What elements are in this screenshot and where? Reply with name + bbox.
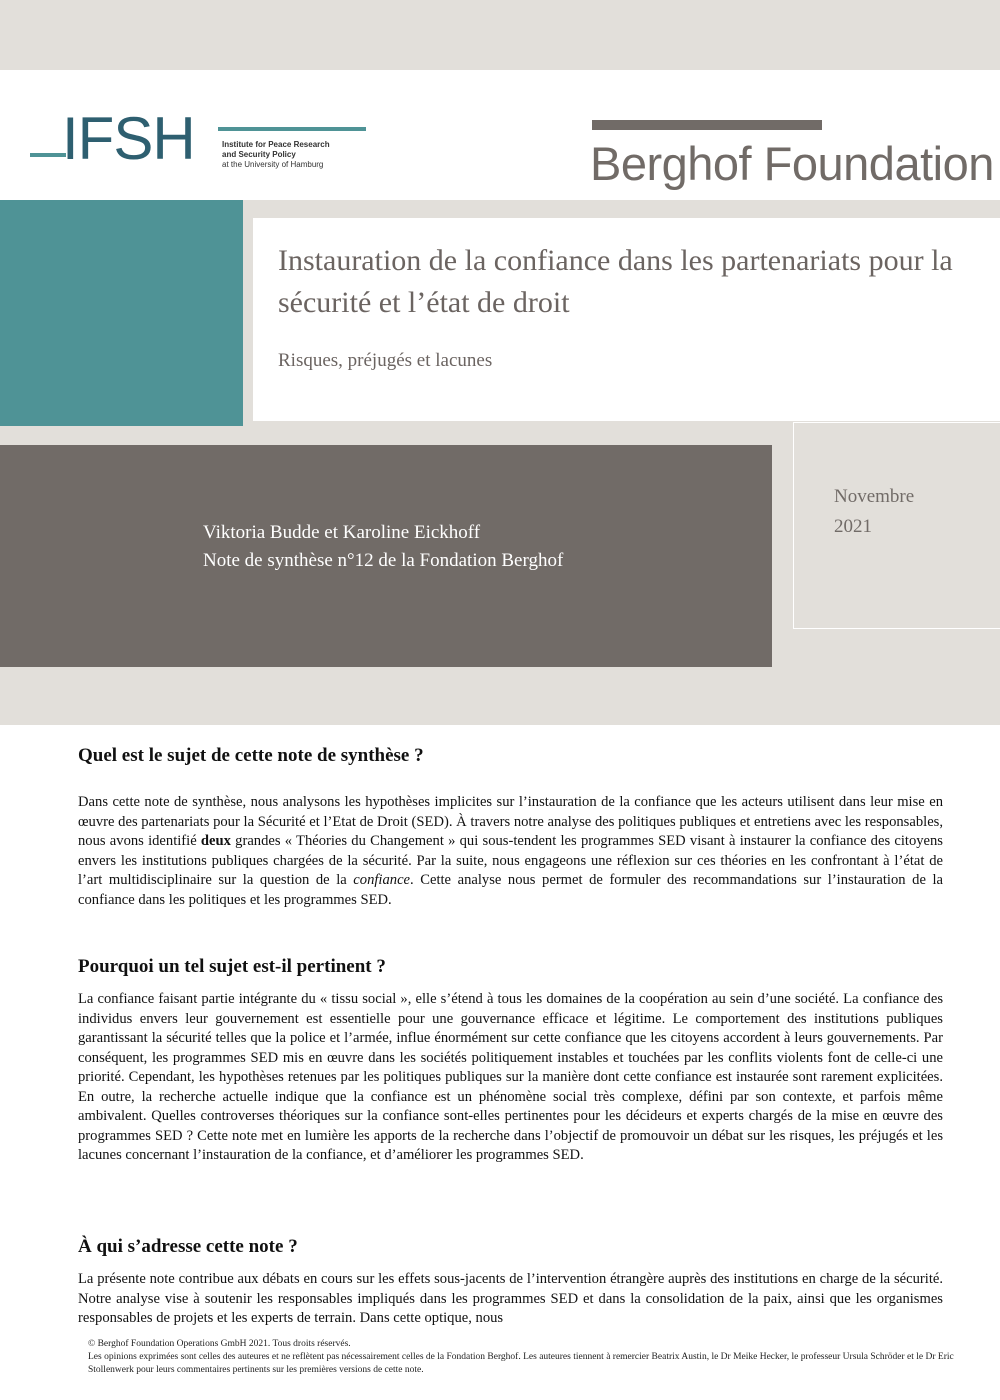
series-label: Note de synthèse n°12 de la Fondation Berghof [203, 550, 564, 571]
ifsh-logo-rule-left [30, 153, 66, 157]
document-subtitle: Risques, préjugés et lacunes [278, 350, 493, 371]
section-heading-subject: Quel est le sujet de cette note de synthèse ? [78, 745, 424, 766]
disclaimer-notice: Les opinions exprimées sont celles des auteures et ne reflètent pas nécessairement celles de la Fondation Berghof. Les auteures tiennent à remercier Beatrix Austin, le Dr Meike Hecker, le professeur Ursula Schröder et le Dr Eric Stollenwerk pour leurs commentaires pertinents sur les premières versions de cette note. [88, 1352, 954, 1375]
section-paragraph-relevance: La confiance faisant partie intégrante du « tissu social », elle s’étend à tous les domaines de la coopération au sein d’une société. La confiance des individus envers leur gouvernement est essentielle pour une gouvernance efficace et légitime. Le comportement des institutions publiques garantissant la sécurité telles que la police et l’armée, influe énormément sur cette confiance que les citoyens accordent à leurs gouvernements. Par conséquent, les programmes SED mis en œuvre dans les sociétés politiquement instables et touchées par les conflits violents font de celle-ci une priorité. Cependant, les hypothèses retenues par les politiques publiques sur la manière dont cette confiance est instaurée sont rarement explicitées. En outre, la recherche actuelle indique que la confiance est un phénomène social très complexe, défini par son contexte, et parfois même ambivalent. Quelles controverses théoriques sur la confiance sont-elles pertinentes pour les décideurs et experts chargés de la mise en œuvre des programmes SED ? Cette note met en lumière les apports de la recherche dans l’objectif de promouvoir un débat sur les risques, les préjugés et les lacunes concernant l’instauration de la confiance, et d’améliorer les programmes SED. [78, 991, 943, 1163]
berghof-logo-bar [592, 120, 822, 130]
copyright-notice: © Berghof Foundation Operations GmbH 2021. Tous droits réservés. [88, 1339, 351, 1349]
ifsh-logo-rule-right [218, 127, 366, 131]
section-heading-relevance: Pourquoi un tel sujet est-il pertinent ? [78, 956, 386, 977]
footer-notes [88, 1338, 958, 1377]
section-paragraph-audience: La présente note contribue aux débats en cours sur les effets sous-jacents de l’intervention étrangère auprès des institutions en charge de la sécurité. Notre analyse vise à soutenir les responsables impliqués dans les programmes SED et dans la consolidation de la paix, ainsi que les organismes responsables de projets et les experts de terrain. Dans cette optique, nous [78, 1271, 943, 1326]
author-names: Viktoria Budde et Karoline Eickhoff [203, 522, 481, 543]
ifsh-logo-tagline: Institute for Peace Research and Security Policy at the University of Hamburg [222, 140, 330, 169]
berghof-logo: Berghof Foundation [590, 137, 994, 190]
publication-date [834, 482, 914, 542]
publication-year: 2021 [834, 516, 872, 537]
authors-text [203, 519, 563, 575]
document-title: Instauration de la confiance dans les partenariats pour la sécurité et l’état de droit [278, 244, 953, 319]
teal-accent-block [0, 200, 243, 426]
top-band [0, 0, 1000, 70]
section-paragraph-subject: Dans cette note de synthèse, nous analysons les hypothèses implicites sur l’instauration de la confiance que les acteurs utilisent dans leur mise en œuvre des partenariats pour la Sécurité et l’Etat de Droit (SED). À travers notre analyse des politiques publiques et entretiens avec les responsables, nous avons identifié deux grandes « Théories du Changement » qui sous-tendent les programmes SED visant à instaurer la confiance des citoyens envers les institutions publiques chargées de la sécurité. Par la suite, nous engageons une réflexion sur ces théories en les confrontant à l’état de l’art multidisciplinaire sur la question de la confiance. Cette analyse nous permet de formuler des recommandations sur l’instauration de la confiance dans les politiques et les programmes SED. [78, 794, 944, 908]
section-heading-audience: À qui s’adresse cette note ? [78, 1236, 298, 1257]
ifsh-logo: IFSH [62, 105, 195, 172]
publication-month: Novembre [834, 486, 915, 507]
